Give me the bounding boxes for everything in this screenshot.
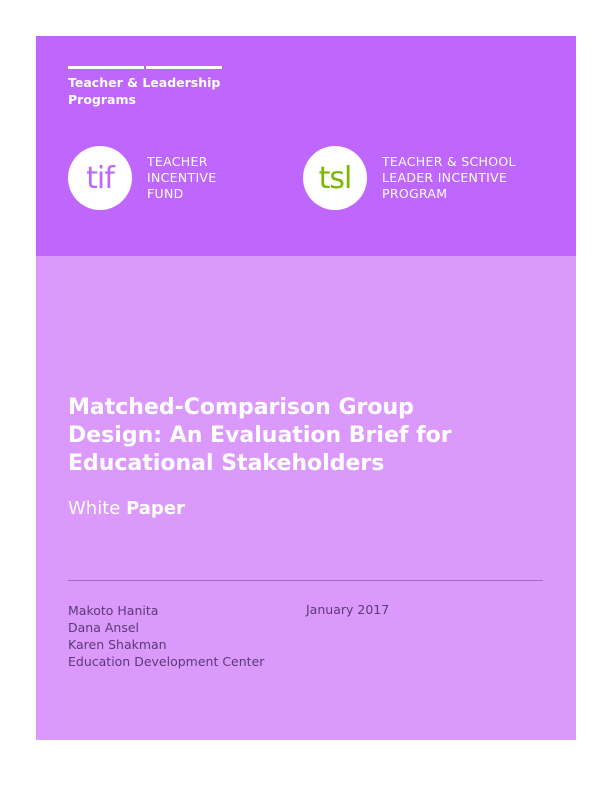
document-subtitle: [68, 498, 185, 519]
document-title: [68, 394, 548, 478]
header-rule-left: [68, 66, 144, 69]
header-band: [36, 36, 576, 256]
tif-logo-icon: [68, 146, 132, 210]
tif-logo-label: [147, 154, 217, 202]
header-rule-right: [146, 66, 222, 69]
author: Dana Ansel: [68, 620, 139, 635]
title-line2: Design: An Evaluation Brief for: [68, 423, 452, 448]
tif-label-line1: TEACHER: [147, 154, 208, 169]
tsl-logo-icon: [303, 146, 367, 210]
title-line3: Educational Stakeholders: [68, 451, 385, 476]
subtitle-bold: Paper: [126, 498, 185, 519]
tsl-logo-label: [382, 154, 516, 202]
tsl-logo-mark: tsl: [318, 160, 352, 196]
author: Karen Shakman: [68, 637, 167, 652]
tif-label-line3: FUND: [147, 186, 184, 201]
publication-date: January 2017: [306, 602, 390, 617]
authors-list: [68, 602, 264, 670]
tif-logo-mark: tif: [86, 160, 114, 196]
author-organization: Education Development Center: [68, 654, 265, 669]
cover-panel: [36, 36, 576, 740]
tsl-label-line2: LEADER INCENTIVE: [382, 170, 508, 185]
program-title-line2: Programs: [68, 92, 136, 107]
tsl-label-line1: TEACHER & SCHOOL: [382, 154, 516, 169]
subtitle-light: White: [68, 498, 121, 519]
program-title: [68, 74, 220, 108]
divider: [68, 580, 543, 581]
tif-label-line2: INCENTIVE: [147, 170, 217, 185]
author: Makoto Hanita: [68, 603, 159, 618]
title-line1: Matched-Comparison Group: [68, 395, 414, 420]
tsl-label-line3: PROGRAM: [382, 186, 448, 201]
program-title-line1: Teacher & Leadership: [68, 75, 221, 90]
